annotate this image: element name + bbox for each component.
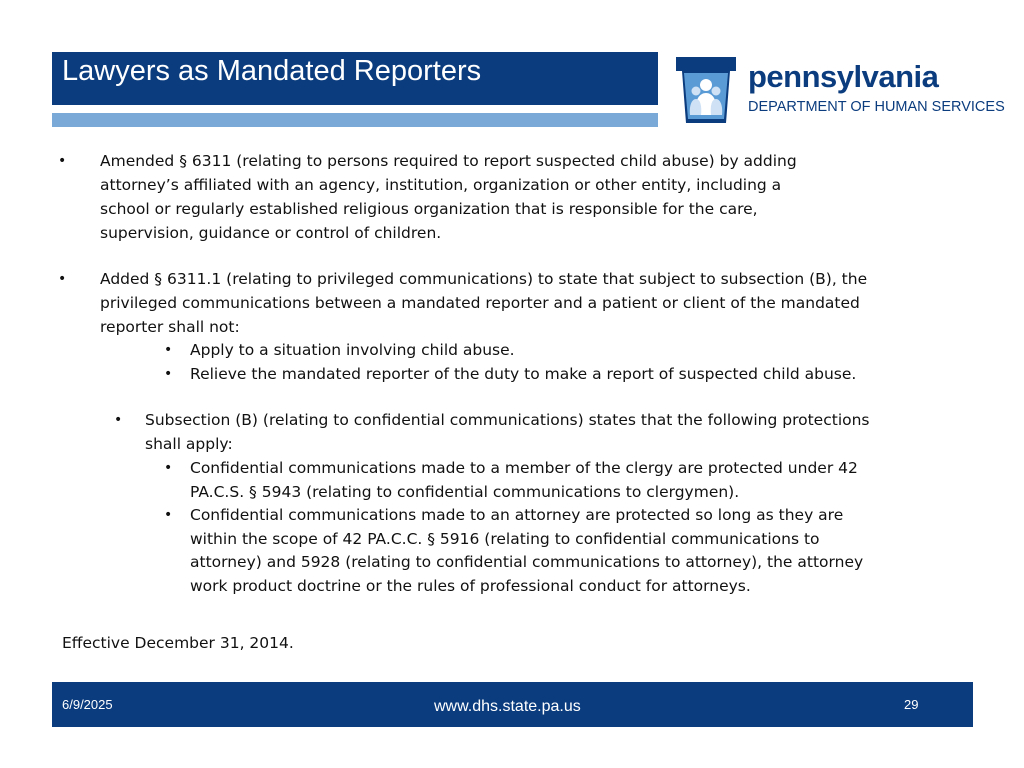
item3-subitem-line: within the scope of 42 PA.C.C. § 5916 (relating to confidential communications to bbox=[190, 530, 820, 548]
item3-line: shall apply: bbox=[145, 435, 233, 453]
item3-subitem-line: attorney) and 5928 (relating to confidential communications to attorney), the attorney bbox=[190, 553, 864, 571]
logo-department-name: DEPARTMENT OF HUMAN SERVICES bbox=[748, 99, 1005, 115]
item3-subitem-line: Confidential communications made to a member of the clergy are protected under 42 bbox=[190, 459, 858, 477]
item3-line: Subsection (B) (relating to confidential communications) states that the following protections bbox=[145, 411, 870, 429]
item2-subitem: Apply to a situation involving child abuse. bbox=[190, 341, 515, 359]
bullet-icon: • bbox=[58, 271, 67, 287]
item1-line: supervision, guidance or control of children. bbox=[100, 224, 442, 242]
bullet-icon: • bbox=[114, 412, 123, 428]
bullet-icon: • bbox=[164, 366, 173, 382]
item2-line: Added § 6311.1 (relating to privileged communications) to state that subject to subsection (B), the bbox=[100, 270, 868, 288]
footer-bar bbox=[52, 682, 973, 727]
page-number: 29 bbox=[904, 697, 919, 712]
bullet-icon: • bbox=[164, 342, 173, 358]
bullet-icon: • bbox=[164, 460, 173, 476]
item3-subitem-line: Confidential communications made to an attorney are protected so long as they are bbox=[190, 506, 844, 524]
item3-subitem-line: work product doctrine or the rules of professional conduct for attorneys. bbox=[190, 577, 751, 595]
item3-subitem-line: PA.C.S. § 5943 (relating to confidential communications to clergymen). bbox=[190, 483, 740, 501]
item2-line: reporter shall not: bbox=[100, 318, 240, 336]
item2-subitem: Relieve the mandated reporter of the duty to make a report of suspected child abuse. bbox=[190, 365, 857, 383]
footer-date: 6/9/2025 bbox=[62, 697, 113, 712]
item1-line: Amended § 6311 (relating to persons required to report suspected child abuse) by adding bbox=[100, 152, 797, 170]
logo-state-name: pennsylvania bbox=[748, 59, 939, 94]
effective-date-text: Effective December 31, 2014. bbox=[62, 634, 294, 652]
bullet-icon: • bbox=[164, 507, 173, 523]
bullet-icon: • bbox=[58, 153, 67, 169]
page-title: Lawyers as Mandated Reporters bbox=[62, 55, 482, 87]
item1-line: attorney’s affiliated with an agency, institution, organization or other entity, including a bbox=[100, 176, 782, 194]
item2-line: privileged communications between a mandated reporter and a patient or client of the mandated bbox=[100, 294, 860, 312]
item1-line: school or regularly established religious organization that is responsible for the care, bbox=[100, 200, 758, 218]
footer-url: www.dhs.state.pa.us bbox=[434, 698, 581, 715]
